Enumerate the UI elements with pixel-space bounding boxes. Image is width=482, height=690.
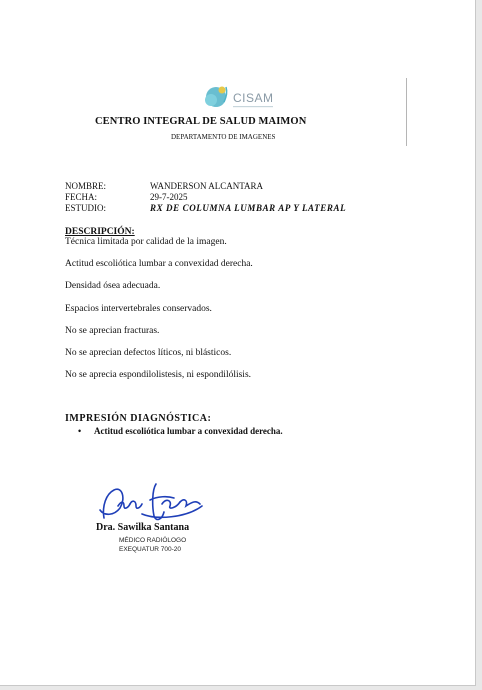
date-value: 29-7-2025 [150, 192, 188, 202]
description-line: No se aprecia espondilolistesis, ni espondilólisis. [65, 370, 252, 380]
logo-text: CISAM [233, 91, 274, 105]
list-item [78, 426, 283, 436]
description-heading: DESCRIPCIÓN: [65, 227, 135, 237]
department-name: DEPARTAMENTO DE IMAGENES [171, 133, 276, 141]
description-line: No se aprecian defectos líticos, ni blásticos. [65, 348, 232, 358]
impression-list [78, 426, 283, 436]
description-line: No se aprecian fracturas. [65, 326, 160, 336]
name-label: NOMBRE: [65, 181, 107, 191]
name-row [65, 181, 346, 192]
study-label: ESTUDIO: [65, 203, 106, 213]
description-line: Espacios intervertebrales conservados. [65, 304, 212, 314]
institution-title: CENTRO INTEGRAL DE SALUD MAIMON [95, 116, 307, 127]
name-value: WANDERSON ALCANTARA [150, 181, 264, 191]
description-line: Actitud escoliótica lumbar a convexidad derecha. [65, 259, 253, 269]
bullet-icon: • [78, 426, 82, 436]
impression-heading: IMPRESIÓN DIAGNÓSTICA: [65, 413, 212, 424]
signer-role: MÉDICO RADIÓLOGO [119, 537, 187, 544]
handwritten-signature-icon [96, 476, 206, 524]
description-line: Densidad ósea adecuada. [65, 281, 161, 291]
study-value: RX DE COLUMNA LUMBAR AP Y LATERAL [150, 203, 347, 213]
study-row [65, 203, 346, 214]
signer-license: EXEQUATUR 700-20 [119, 546, 182, 553]
page-margin-marker [406, 78, 407, 146]
impression-item: Actitud escoliótica lumbar a convexidad derecha. [94, 426, 283, 436]
patient-info [65, 181, 346, 214]
date-row [65, 192, 346, 203]
signer-name: Dra. Sawilka Santana [96, 522, 190, 533]
date-label: FECHA: [65, 192, 98, 202]
description-line: Técnica limitada por calidad de la imagen. [65, 237, 227, 247]
